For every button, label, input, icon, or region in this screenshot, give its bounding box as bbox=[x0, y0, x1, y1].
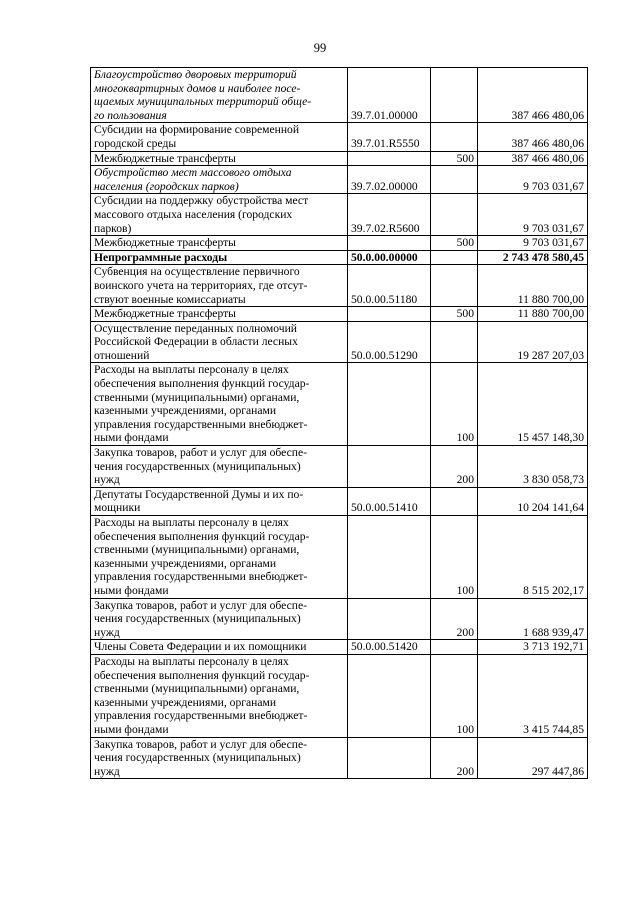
table-row bbox=[91, 68, 588, 123]
expense-kind-code bbox=[431, 166, 478, 194]
amount: 1 688 939,47 bbox=[478, 598, 588, 640]
expense-name: Закупка товаров, работ и услуг для обеспе- чения государственных (муниципальных) нужд bbox=[94, 737, 307, 778]
expense-name-cell bbox=[91, 654, 348, 737]
expense-name-cell bbox=[91, 265, 348, 307]
amount: 19 287 207,03 bbox=[478, 321, 588, 363]
target-article-code bbox=[348, 236, 431, 251]
expense-kind-code: 100 bbox=[431, 654, 478, 737]
target-article-code bbox=[348, 737, 431, 779]
expense-name-cell bbox=[91, 321, 348, 363]
expense-name-cell bbox=[91, 446, 348, 488]
amount: 387 466 480,06 bbox=[478, 68, 588, 123]
expense-name-cell bbox=[91, 250, 348, 265]
expense-kind-code bbox=[431, 250, 478, 265]
expense-kind-code: 500 bbox=[431, 307, 478, 322]
expense-name-cell bbox=[91, 737, 348, 779]
expense-kind-code: 200 bbox=[431, 598, 478, 640]
expense-name: Межбюджетные трансферты bbox=[94, 151, 236, 165]
table-row bbox=[91, 598, 588, 640]
expense-kind-code: 200 bbox=[431, 446, 478, 488]
amount: 10 204 141,64 bbox=[478, 487, 588, 515]
expense-name-cell bbox=[91, 68, 348, 123]
amount: 11 880 700,00 bbox=[478, 265, 588, 307]
target-article-code bbox=[348, 446, 431, 488]
expense-name: Непрограммные расходы bbox=[94, 250, 228, 264]
expense-name-cell bbox=[91, 487, 348, 515]
expense-name: Расходы на выплаты персоналу в целях обеспечения выполнения функций государ- ственными (муниципальными) органами, казенными учреждениями, органами управления государственными внебюджет- ными фондами bbox=[94, 654, 310, 736]
expense-name: Межбюджетные трансферты bbox=[94, 307, 236, 321]
amount: 3 415 744,85 bbox=[478, 654, 588, 737]
expense-name: Межбюджетные трансферты bbox=[94, 236, 236, 250]
expense-name: Расходы на выплаты персоналу в целях обеспечения выполнения функций государ- ственными (муниципальными) органами, казенными учреждениями, органами управления государственными внебюджет- ными фондами bbox=[94, 516, 310, 597]
table-row bbox=[91, 321, 588, 363]
amount: 387 466 480,06 bbox=[478, 151, 588, 166]
amount: 15 457 148,30 bbox=[478, 363, 588, 446]
expense-name-cell bbox=[91, 194, 348, 236]
target-article-code: 39.7.01.R5550 bbox=[348, 123, 431, 151]
table-row bbox=[91, 446, 588, 488]
amount: 3 713 192,71 bbox=[478, 640, 588, 655]
amount: 297 447,86 bbox=[478, 737, 588, 779]
expense-name-cell bbox=[91, 151, 348, 166]
expense-name: Члены Совета Федерации и их помощники bbox=[94, 640, 307, 654]
expense-name-cell bbox=[91, 640, 348, 655]
table-row bbox=[91, 737, 588, 779]
table-row bbox=[91, 516, 588, 599]
table-row bbox=[91, 151, 588, 166]
amount: 8 515 202,17 bbox=[478, 516, 588, 599]
expense-name-cell bbox=[91, 516, 348, 599]
expense-kind-code bbox=[431, 487, 478, 515]
expense-name: Расходы на выплаты персоналу в целях обеспечения выполнения функций государ- ственными (муниципальными) органами, казенными учреждениями, органами управления государственными внебюджет- ными фондами bbox=[94, 363, 310, 445]
budget-table-body bbox=[91, 68, 588, 779]
expense-name: Закупка товаров, работ и услуг для обеспе- чения государственных (муниципальных) нужд bbox=[94, 598, 307, 639]
target-article-code: 50.0.00.51290 bbox=[348, 321, 431, 363]
expense-kind-code: 500 bbox=[431, 236, 478, 251]
expense-name-cell bbox=[91, 363, 348, 446]
target-article-code: 39.7.02.R5600 bbox=[348, 194, 431, 236]
target-article-code: 50.0.00.51420 bbox=[348, 640, 431, 655]
table-row bbox=[91, 194, 588, 236]
table-row bbox=[91, 123, 588, 151]
amount: 9 703 031,67 bbox=[478, 166, 588, 194]
target-article-code bbox=[348, 307, 431, 322]
table-row bbox=[91, 166, 588, 194]
expense-name: Субсидии на поддержку обустройства мест массового отдыха населения (городских парков) bbox=[94, 194, 309, 235]
expense-kind-code: 200 bbox=[431, 737, 478, 779]
target-article-code bbox=[348, 654, 431, 737]
table-row bbox=[91, 307, 588, 322]
expense-kind-code bbox=[431, 265, 478, 307]
expense-kind-code bbox=[431, 640, 478, 655]
amount: 2 743 478 580,45 bbox=[478, 250, 588, 265]
expense-name-cell bbox=[91, 598, 348, 640]
expense-kind-code: 100 bbox=[431, 516, 478, 599]
target-article-code: 39.7.01.00000 bbox=[348, 68, 431, 123]
expense-kind-code: 500 bbox=[431, 151, 478, 166]
amount: 11 880 700,00 bbox=[478, 307, 588, 322]
amount: 9 703 031,67 bbox=[478, 236, 588, 251]
expense-name: Субсидии на формирование современной городской среды bbox=[94, 123, 300, 150]
target-article-code: 50.0.00.51410 bbox=[348, 487, 431, 515]
table-row bbox=[91, 640, 588, 655]
expense-name-cell bbox=[91, 123, 348, 151]
target-article-code: 39.7.02.00000 bbox=[348, 166, 431, 194]
table-row bbox=[91, 265, 588, 307]
expense-name-cell bbox=[91, 307, 348, 322]
expense-name-cell bbox=[91, 166, 348, 194]
expense-name: Субвенция на осуществление первичного воинского учета на территориях, где отсут- ствуют военные комиссариаты bbox=[94, 265, 308, 306]
expense-name: Обустройство мест массового отдыха населения (городских парков) bbox=[94, 166, 292, 193]
expense-name: Осуществление переданных полномочий Российской Федерации в области лесных отношений bbox=[94, 321, 298, 362]
table-row bbox=[91, 363, 588, 446]
budget-table bbox=[90, 67, 588, 779]
expense-kind-code bbox=[431, 123, 478, 151]
table-row bbox=[91, 654, 588, 737]
amount: 387 466 480,06 bbox=[478, 123, 588, 151]
target-article-code bbox=[348, 598, 431, 640]
expense-kind-code bbox=[431, 68, 478, 123]
expense-kind-code bbox=[431, 194, 478, 236]
expense-name: Благоустройство дворовых территорий многоквартирных домов и наиболее посе- щаемых муниципальных территорий обще- го пользования bbox=[94, 68, 312, 122]
target-article-code: 50.0.00.00000 bbox=[348, 250, 431, 265]
target-article-code bbox=[348, 363, 431, 446]
expense-name: Депутаты Государственной Думы и их по- мощники bbox=[94, 487, 304, 515]
amount: 3 830 058,73 bbox=[478, 446, 588, 488]
table-row bbox=[91, 250, 588, 265]
expense-name-cell bbox=[91, 236, 348, 251]
target-article-code: 50.0.00.51180 bbox=[348, 265, 431, 307]
target-article-code bbox=[348, 151, 431, 166]
table-row bbox=[91, 487, 588, 515]
page-number: 99 bbox=[313, 41, 327, 55]
amount: 9 703 031,67 bbox=[478, 194, 588, 236]
expense-kind-code bbox=[431, 321, 478, 363]
table-row bbox=[91, 236, 588, 251]
expense-kind-code: 100 bbox=[431, 363, 478, 446]
target-article-code bbox=[348, 516, 431, 599]
expense-name: Закупка товаров, работ и услуг для обеспе- чения государственных (муниципальных) нужд bbox=[94, 446, 307, 487]
